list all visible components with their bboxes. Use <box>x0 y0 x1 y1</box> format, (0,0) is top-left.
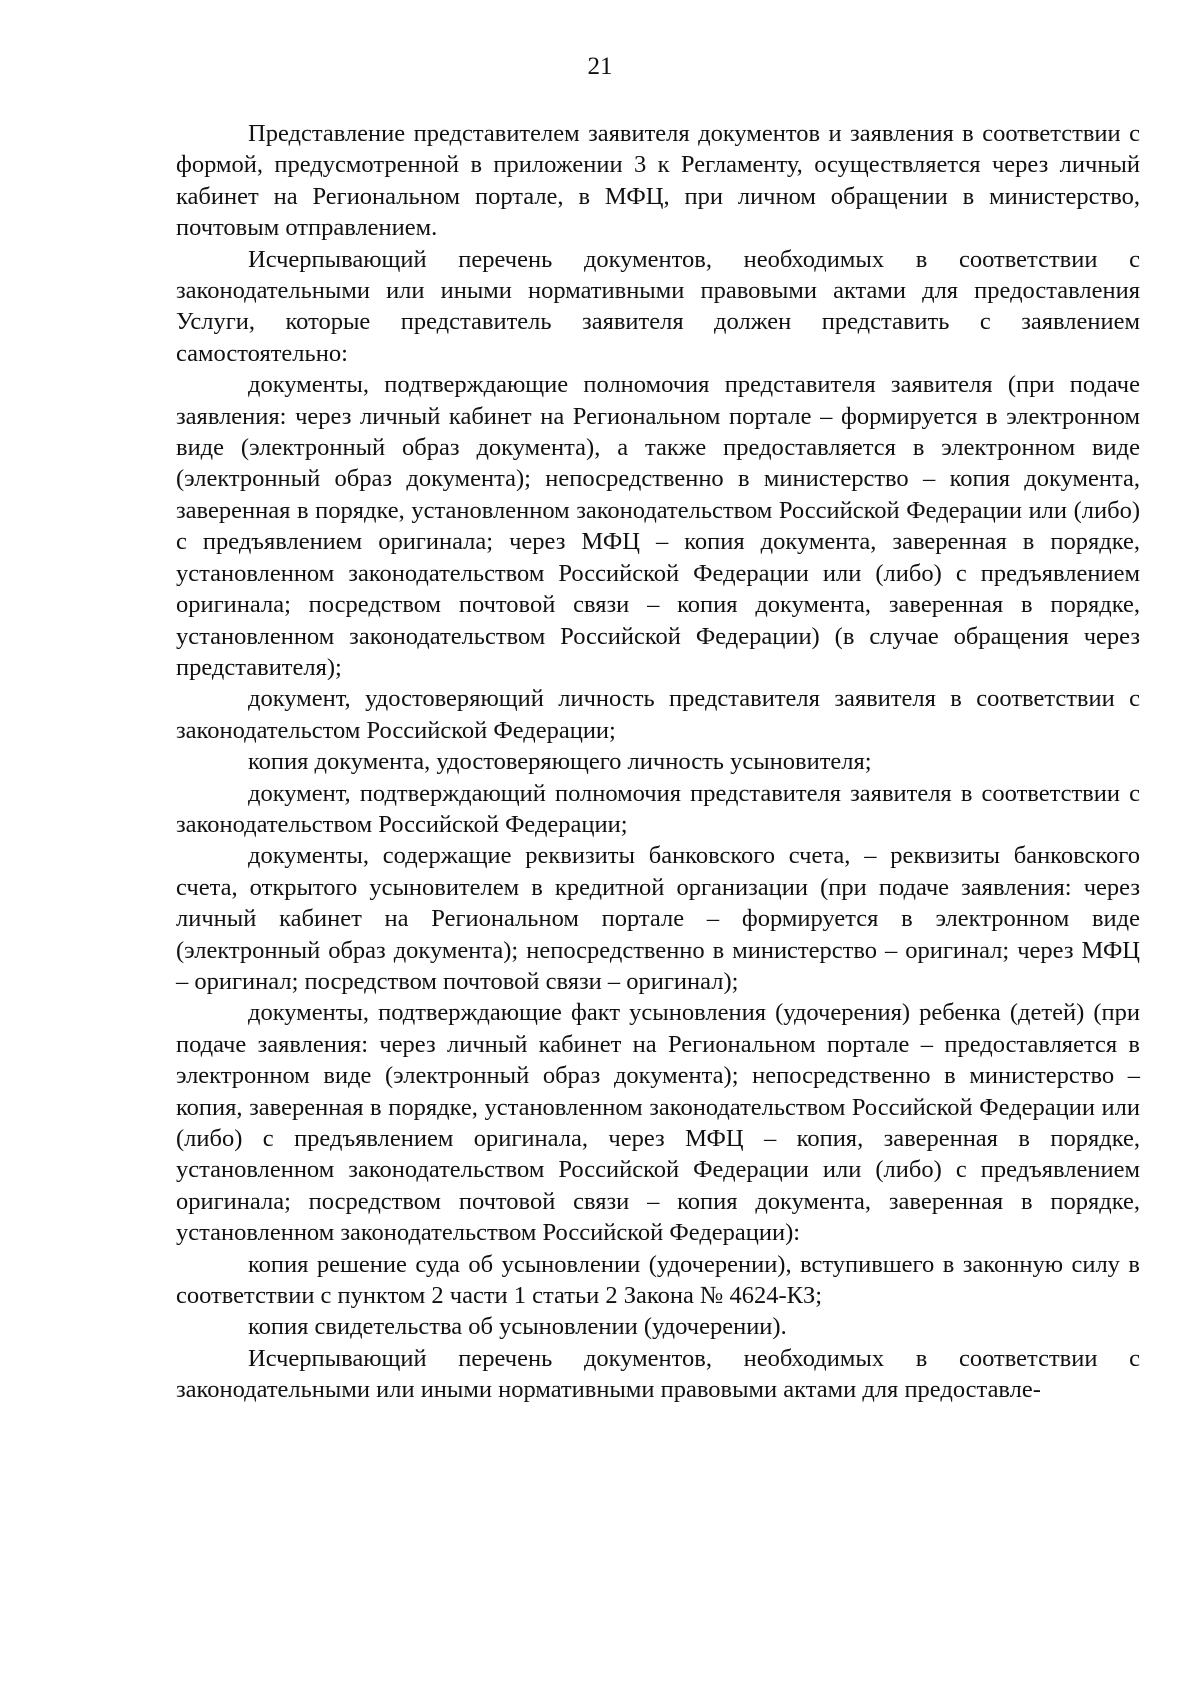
list-item-adoption-proof: документы, подтверждающие факт усыновления (удочерения) ребенка (детей) (при подаче заявления: через личный кабинет на Региональном портале – предоставляется в электронном виде (электронный образ документа); непосредственно в министерство – копия, заверенная в порядке, установленном законодательством Российской Федерации или (либо) с предъявлением оригинала, через МФЦ – копия, заверенная в порядке, установленном законодательством Российской Федерации или (либо) с предъявлением оригинала; посредством почтовой связи – копия документа, заверенная в порядке, установленном законодательством Российской Федерации): <box>176 999 1140 1247</box>
list-item-authority-confirmation: документ, подтверждающий полномочия представителя заявителя в соответствии с законодательством Российской Федерации; <box>176 779 1140 838</box>
document-body <box>176 118 1140 1406</box>
paragraph-required-documents-list: Исчерпывающий перечень документов, необходимых в соответствии с законодательными или иными нормативными правовыми актами для предоставления Услуги, которые представитель заявителя должен представить с заявлением самостоятельно: <box>176 245 1140 367</box>
list-item-representative-identity: документ, удостоверяющий личность представителя заявителя в соответствии с законодательстом Российской Федерации; <box>176 685 1140 744</box>
list-item-bank-details: документы, содержащие реквизиты банковского счета, – реквизиты банковского счета, открытого усыновителем в кредитной организации (при подаче заявления: через личный кабинет на Региональном портале – формируется в электронном виде (электронный образ документа); непосредственно в министерство – оригинал; через МФЦ – оригинал; посредством почтовой связи – оригинал); <box>176 842 1140 995</box>
paragraph-representative-submission: Представление представителем заявителя документов и заявления в соответствии с формой, предусмотренной в приложении 3 к Регламенту, осуществляется через личный кабинет на Региональном портале, в МФЦ, при личном обращении в министерство, почтовым отправлением. <box>176 120 1140 242</box>
list-item-court-decision-copy: копия решение суда об усыновлении (удочерении), вступившего в законную силу в соответствии с пунктом 2 части 1 статьи 2 Закона № 4624-КЗ; <box>176 1250 1140 1310</box>
list-item-adopter-identity-copy: копия документа, удостоверяющего личность усыновителя; <box>248 748 872 776</box>
paragraph-required-documents-continued: Исчерпывающий перечень документов, необходимых в соответствии с законодательными или иными нормативными правовыми актами для предоставле- <box>176 1344 1140 1404</box>
list-item-authority-documents: документы, подтверждающие полномочия представителя заявителя (при подаче заявления: через личный кабинет на Региональном портале – формируется в электронном виде (электронный образ документа), а также предоставляется в электронном виде (электронный образ документа); непосредственно в министерство – копия документа, заверенная в порядке, установленном законодательством Российской Федерации или (либо) с предъявлением оригинала; через МФЦ – копия документа, заверенная в порядке, установленном законодательством Российской Федерации или (либо) с предъявлением оригинала; посредством почтовой связи – копия документа, заверенная в порядке, установленном законодательством Российской Федерации) (в случае обращения через представителя); <box>176 371 1140 681</box>
list-item-adoption-certificate-copy: копия свидетельства об усыновлении (удочерении). <box>248 1313 787 1341</box>
page-number: 21 <box>587 53 613 80</box>
